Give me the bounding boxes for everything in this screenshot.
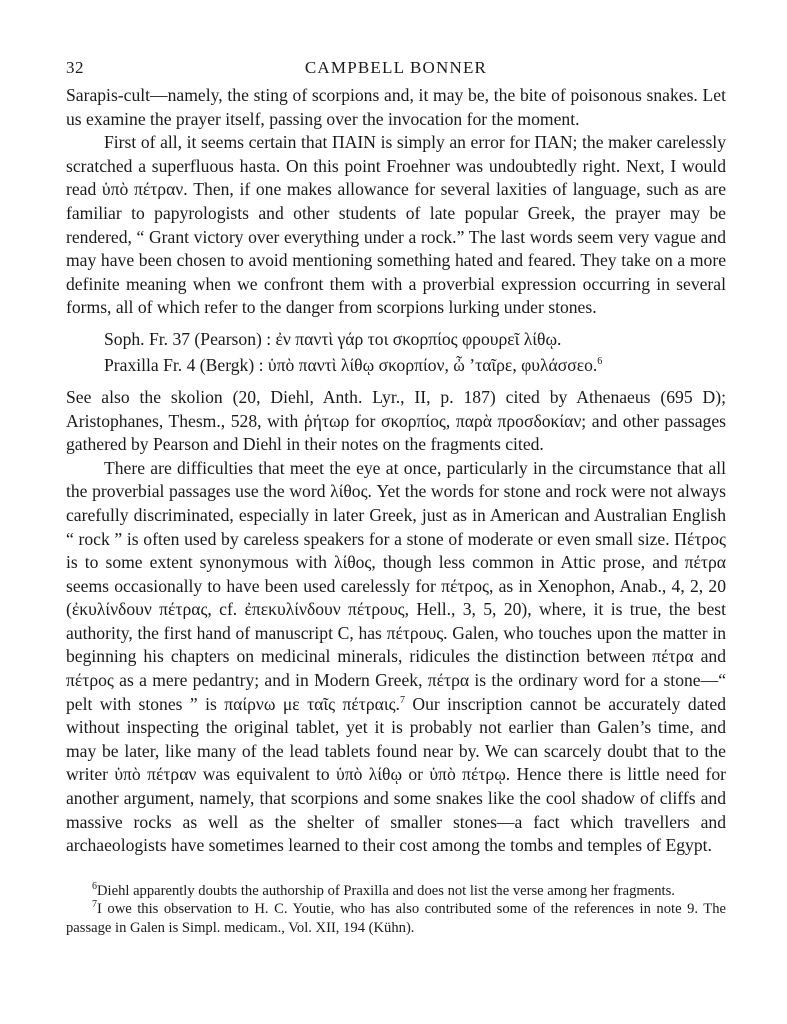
footnote-6 — [66, 882, 726, 901]
paragraph-4-continued: Our inscription cannot be accurately dated without inspecting the original tablet, yet it is probably not earlier than Galen’s time, and may be later, like many of the lead tablets found near by. We can scarcely doubt that to the writer ὑπὸ πέτραν was equivalent to ὑπὸ λίθῳ or ὑπὸ πέτρῳ. Hence there is little need for another argument, namely, that scorpions and some snakes like the cool shadow of cliffs and massive rocks as well as the shelter of smaller stones—a fact which travellers and archaeologists have sometimes learned to their cost among the tombs and temples of Egypt. — [66, 693, 726, 856]
footnotes — [66, 882, 726, 938]
paragraph-3: See also the skolion (20, Diehl, Anth. Lyr., II, p. 187) cited by Athenaeus (695 D); Aristophanes, Thesm., 528, with ῥήτωρ for σκορπίος, παρὰ προσδοκίαν; and other passages gathered by Pearson and Diehl in their notes on the fragments cited. — [66, 386, 726, 455]
footnote-text: Diehl apparently doubts the authorship of Praxilla and does not list the verse among her fragments. — [97, 882, 675, 899]
footnote-ref-6[interactable]: 6 — [597, 356, 603, 368]
citation-text: Soph. Fr. 37 (Pearson) : ἐν παντὶ γάρ τοι σκορπίος φρουρεῖ λίθῳ. — [104, 328, 562, 349]
paragraph-4 — [66, 457, 726, 858]
paragraph-4-text: There are difficulties that meet the eye at once, particularly in the circumstance that all the proverbial passages use the word λίθος. Yet the words for stone and rock were not always carefully discriminated, especially in later Greek, just as in American and Australian English “ rock ” is often used by careless speakers for a stone of moderate or even small size. Πέτρος is to some extent synonymous with λίθος, though less common in Attic prose, and πέτρα seems occasionally to have been used carelessly for πέτρος, as in Xenophon, Anab., 4, 2, 20 (ἐκυλίνδουν πέτρας, cf. ἐπεκυλίνδουν πέτρους, Hell., 3, 5, 20), where, it is true, the best authority, the first hand of manuscript C, has πέτρους. Galen, who touches upon the matter in beginning his chapters on medicinal minerals, ridicules the distinction between πέτρα and πέτρος as a mere pedantry; and in Modern Greek, πέτρα is the ordinary word for a stone—“ pelt with stones ” is παίρνω με ταῖς πέτραις. — [66, 457, 726, 714]
paragraph-2: First of all, it seems certain that ΠΑΙΝ is simply an error for ΠΑΝ; the maker carelessly scratched a superfluous hasta. On this point Froehner was undoubtedly right. Next, I would read ὑπὸ πέτραν. Then, if one makes allowance for several laxities of language, such as are familiar to papyrologists and other students of late popular Greek, the prayer may be rendered, “ Grant victory over everything under a rock.” The last words seem very vague and may have been chosen to avoid mentioning something hated and feared. They take on a more definite meaning when we confront them with a proverbial expression occurring in several forms, all of which refer to the danger from scorpions lurking under stones. — [66, 132, 726, 318]
body-text — [66, 84, 726, 858]
footnote-mark: 7 — [92, 899, 97, 911]
page-header — [66, 58, 726, 84]
footnote-7 — [66, 900, 726, 937]
citation-praxilla — [104, 352, 726, 378]
running-head: CAMPBELL BONNER — [304, 58, 488, 77]
citation-sophocles — [104, 326, 726, 352]
footnote-text: I owe this observation to H. C. Youtie, who has also contributed some of the references in note 9. The passage in Galen is Simpl. medicam., Vol. XII, 194 (Kühn). — [66, 901, 726, 936]
paragraph-1: Sarapis-cult—namely, the sting of scorpions and, it may be, the bite of poisonous snakes. Let us examine the prayer itself, passing over the invocation for the moment. — [66, 85, 726, 129]
citation-block — [104, 326, 726, 378]
footnote-ref-7[interactable]: 7 — [399, 694, 405, 706]
page — [66, 58, 726, 938]
footnote-mark: 6 — [92, 880, 97, 892]
page-number: 32 — [66, 58, 84, 77]
citation-text: Praxilla Fr. 4 (Bergk) : ὑπὸ παντὶ λίθῳ σκορπίον, ὦ ’ταῖρε, φυλάσσεο. — [104, 354, 598, 375]
